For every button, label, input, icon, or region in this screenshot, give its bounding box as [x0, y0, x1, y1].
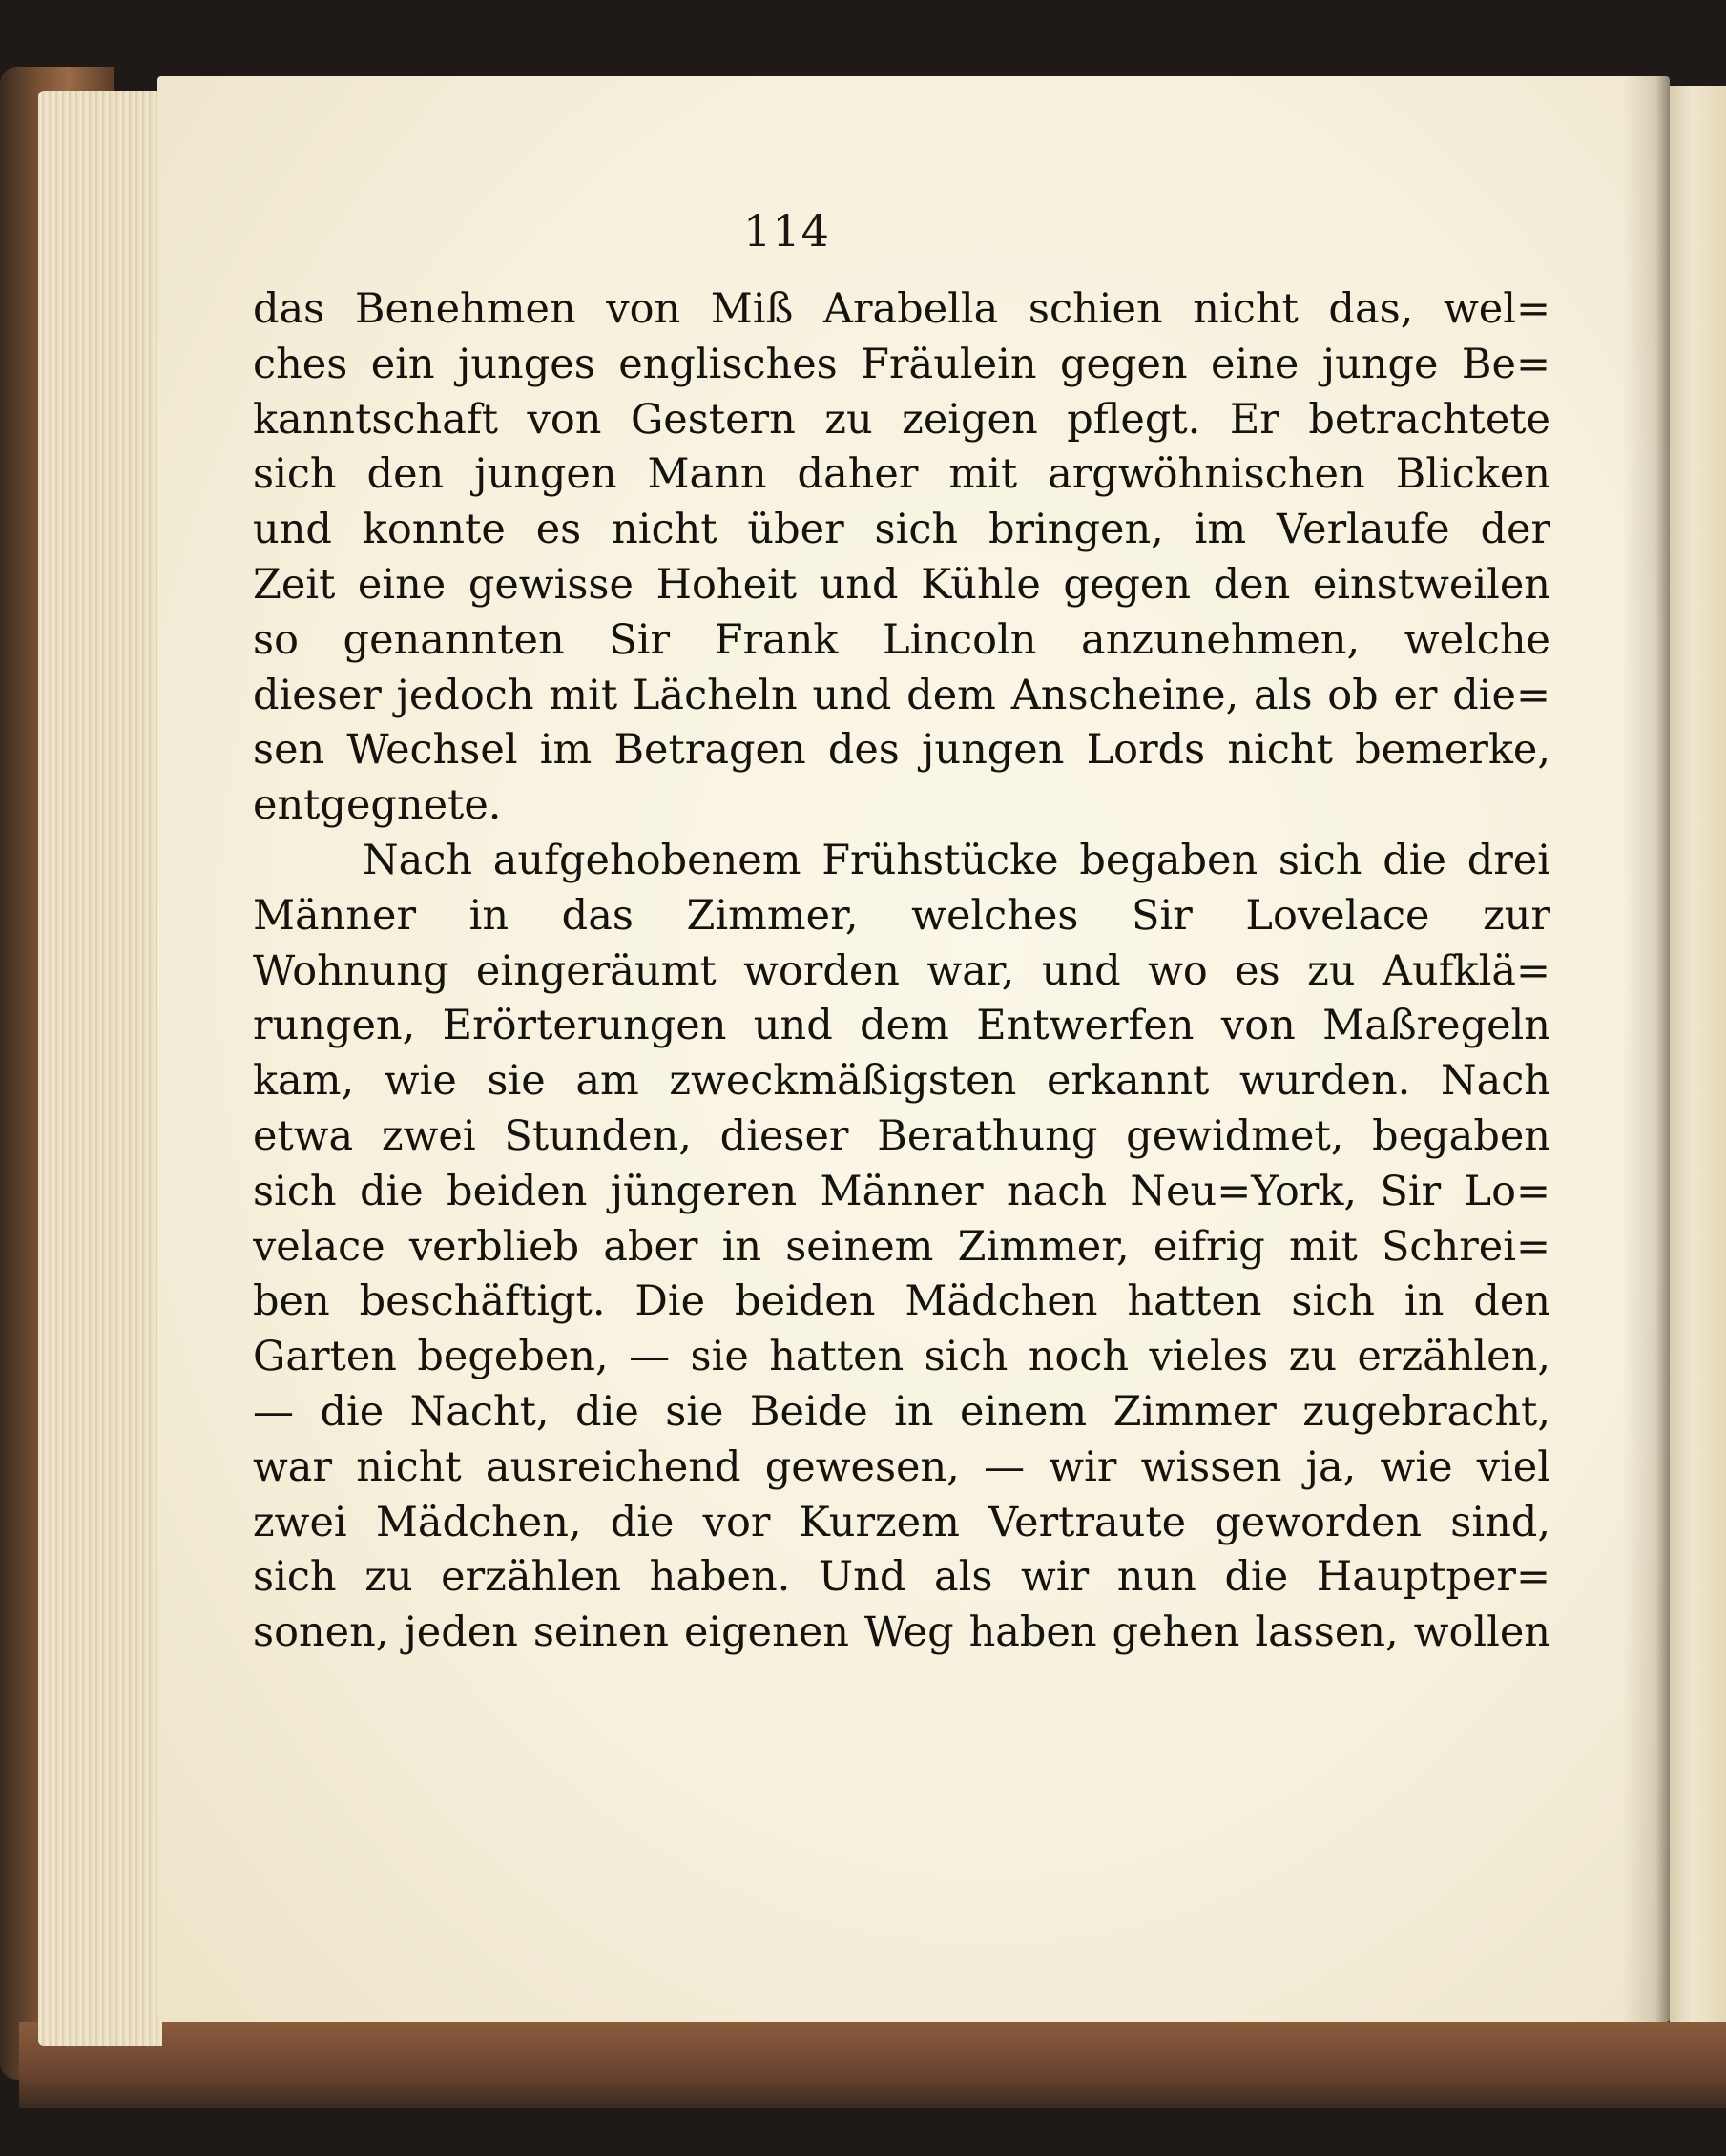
text-line: zwei Mädchen, die vor Kurzem Vertraute geworden sind, — [253, 1498, 1550, 1546]
text-line: Männer in das Zimmer, welches Sir Lovelace zur — [253, 891, 1550, 940]
text-line: — die Nacht, die sie Beide in einem Zimmer zugebracht, — [253, 1387, 1550, 1436]
page-text — [253, 282, 1550, 1661]
text-line: kanntschaft von Gestern zu zeigen pflegt. Er betrachtete — [253, 395, 1550, 444]
text-line: velace verblieb aber in seinem Zimmer, eifrig mit Schrei= — [253, 1222, 1550, 1271]
text-line: und konnte es nicht über sich bringen, im Verlaufe der — [253, 506, 1550, 554]
facing-page-edge — [1670, 86, 1726, 2022]
text-line: sich die beiden jüngeren Männer nach Neu=York, Sir Lo= — [253, 1167, 1550, 1215]
text-line: so genannten Sir Frank Lincoln anzunehmen, welche — [253, 615, 1550, 664]
text-line: sonen, jeden seinen eigenen Weg haben gehen lassen, wollen — [253, 1608, 1550, 1657]
text-line: ben beschäftigt. Die beiden Mädchen hatten sich in den — [253, 1277, 1550, 1326]
page-number: 114 — [743, 205, 830, 257]
paragraph-start-line: Nach aufgehobenem Frühstücke begaben sich die drei — [363, 836, 1550, 884]
text-line: sich den jungen Mann daher mit argwöhnischen Blicken — [253, 450, 1550, 499]
text-line: sich zu erzählen haben. Und als wir nun die Hauptper= — [253, 1553, 1550, 1602]
page-gutter-shadow — [1622, 76, 1670, 2022]
text-line: kam, wie sie am zweckmäßigsten erkannt wurden. Nach — [253, 1057, 1550, 1106]
text-line: rungen, Erörterungen und dem Entwerfen von Maßregeln — [253, 1002, 1550, 1050]
book-cover-bottom — [19, 2022, 1726, 2108]
text-line: das Benehmen von Miß Arabella schien nicht das, wel= — [253, 285, 1550, 333]
text-line: Zeit eine gewisse Hoheit und Kühle gegen den einstweilen — [253, 560, 1550, 609]
page-stack-edges — [38, 91, 162, 2046]
text-line: Garten begeben, — sie hatten sich noch vieles zu erzählen, — [253, 1333, 1550, 1381]
text-line: Wohnung eingeräumt worden war, und wo es zu Aufklä= — [253, 946, 1550, 995]
text-line: dieser jedoch mit Lächeln und dem Anscheine, als ob er die= — [253, 671, 1550, 719]
text-line: sen Wechsel im Betragen des jungen Lords nicht bemerke, — [253, 726, 1550, 775]
text-line: ches ein junges englisches Fräulein gegen eine junge Be= — [253, 340, 1550, 388]
text-line: war nicht ausreichend gewesen, — wir wissen ja, wie viel — [253, 1442, 1550, 1491]
text-line: etwa zwei Stunden, dieser Berathung gewidmet, begaben — [253, 1111, 1550, 1160]
text-line: entgegnete. — [253, 781, 502, 830]
